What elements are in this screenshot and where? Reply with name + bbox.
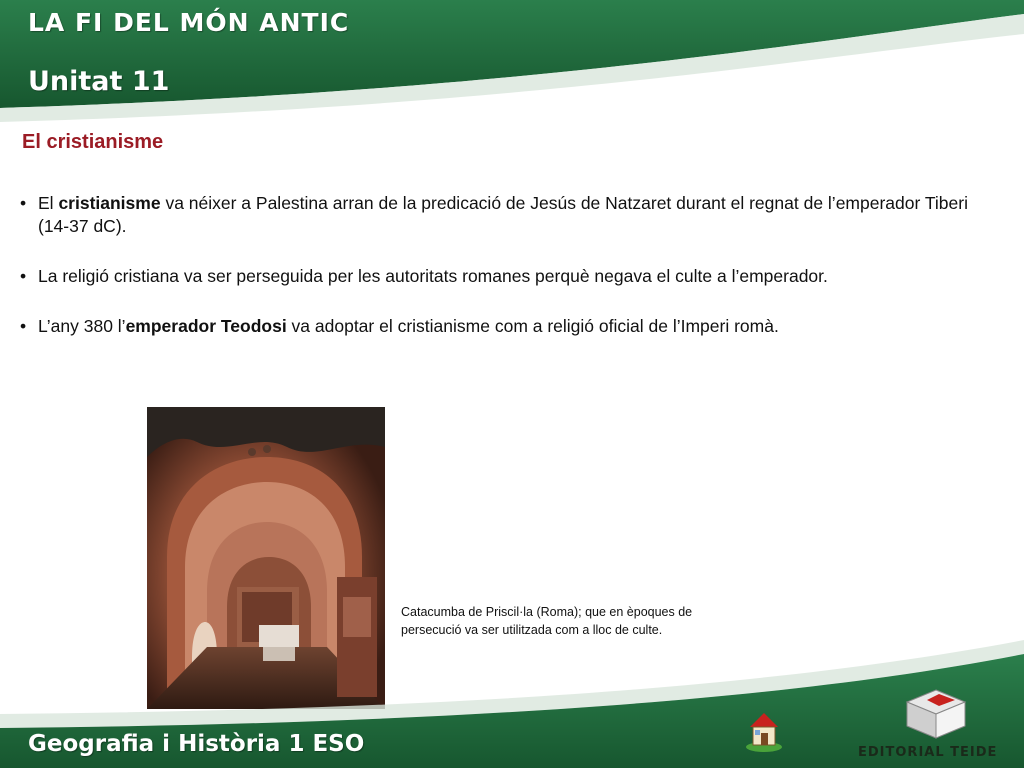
bullet-text: va adoptar el cristianisme com a religió oficial de l’Imperi romà.	[286, 316, 779, 336]
bullet-item	[18, 315, 978, 338]
footer-title: Geografia i Història 1 ESO	[28, 731, 365, 757]
bullet-emphasis: cristianisme	[58, 193, 161, 213]
home-icon[interactable]	[742, 705, 786, 753]
publisher-logo	[905, 688, 967, 740]
bullet-emphasis: emperador Teodosi	[125, 316, 287, 336]
bullet-text: El	[38, 193, 59, 213]
bullet-item	[18, 192, 978, 238]
bullet-item	[18, 265, 978, 288]
header-title: LA FI DEL MÓN ANTIC	[28, 8, 350, 37]
bullet-list	[18, 192, 978, 365]
bullet-text: L’any 380 l’	[38, 316, 126, 336]
section-title: El cristianisme	[22, 131, 164, 153]
bullet-text: La religió cristiana va ser perseguida per les autoritats romanes perquè negava el culte a l’emperador.	[38, 266, 828, 286]
publisher-name: EDITORIAL TEIDE	[858, 745, 998, 760]
unit-label: Unitat 11	[28, 66, 170, 97]
bullet-text: va néixer a Palestina arran de la predicació de Jesús de Natzaret durant el regnat de l’emperador Tiberi (14-37 dC).	[38, 193, 968, 236]
photo-caption: Catacumba de Priscil·la (Roma); que en èpoques de persecució va ser utilitzada com a lloc de culte.	[401, 605, 693, 637]
